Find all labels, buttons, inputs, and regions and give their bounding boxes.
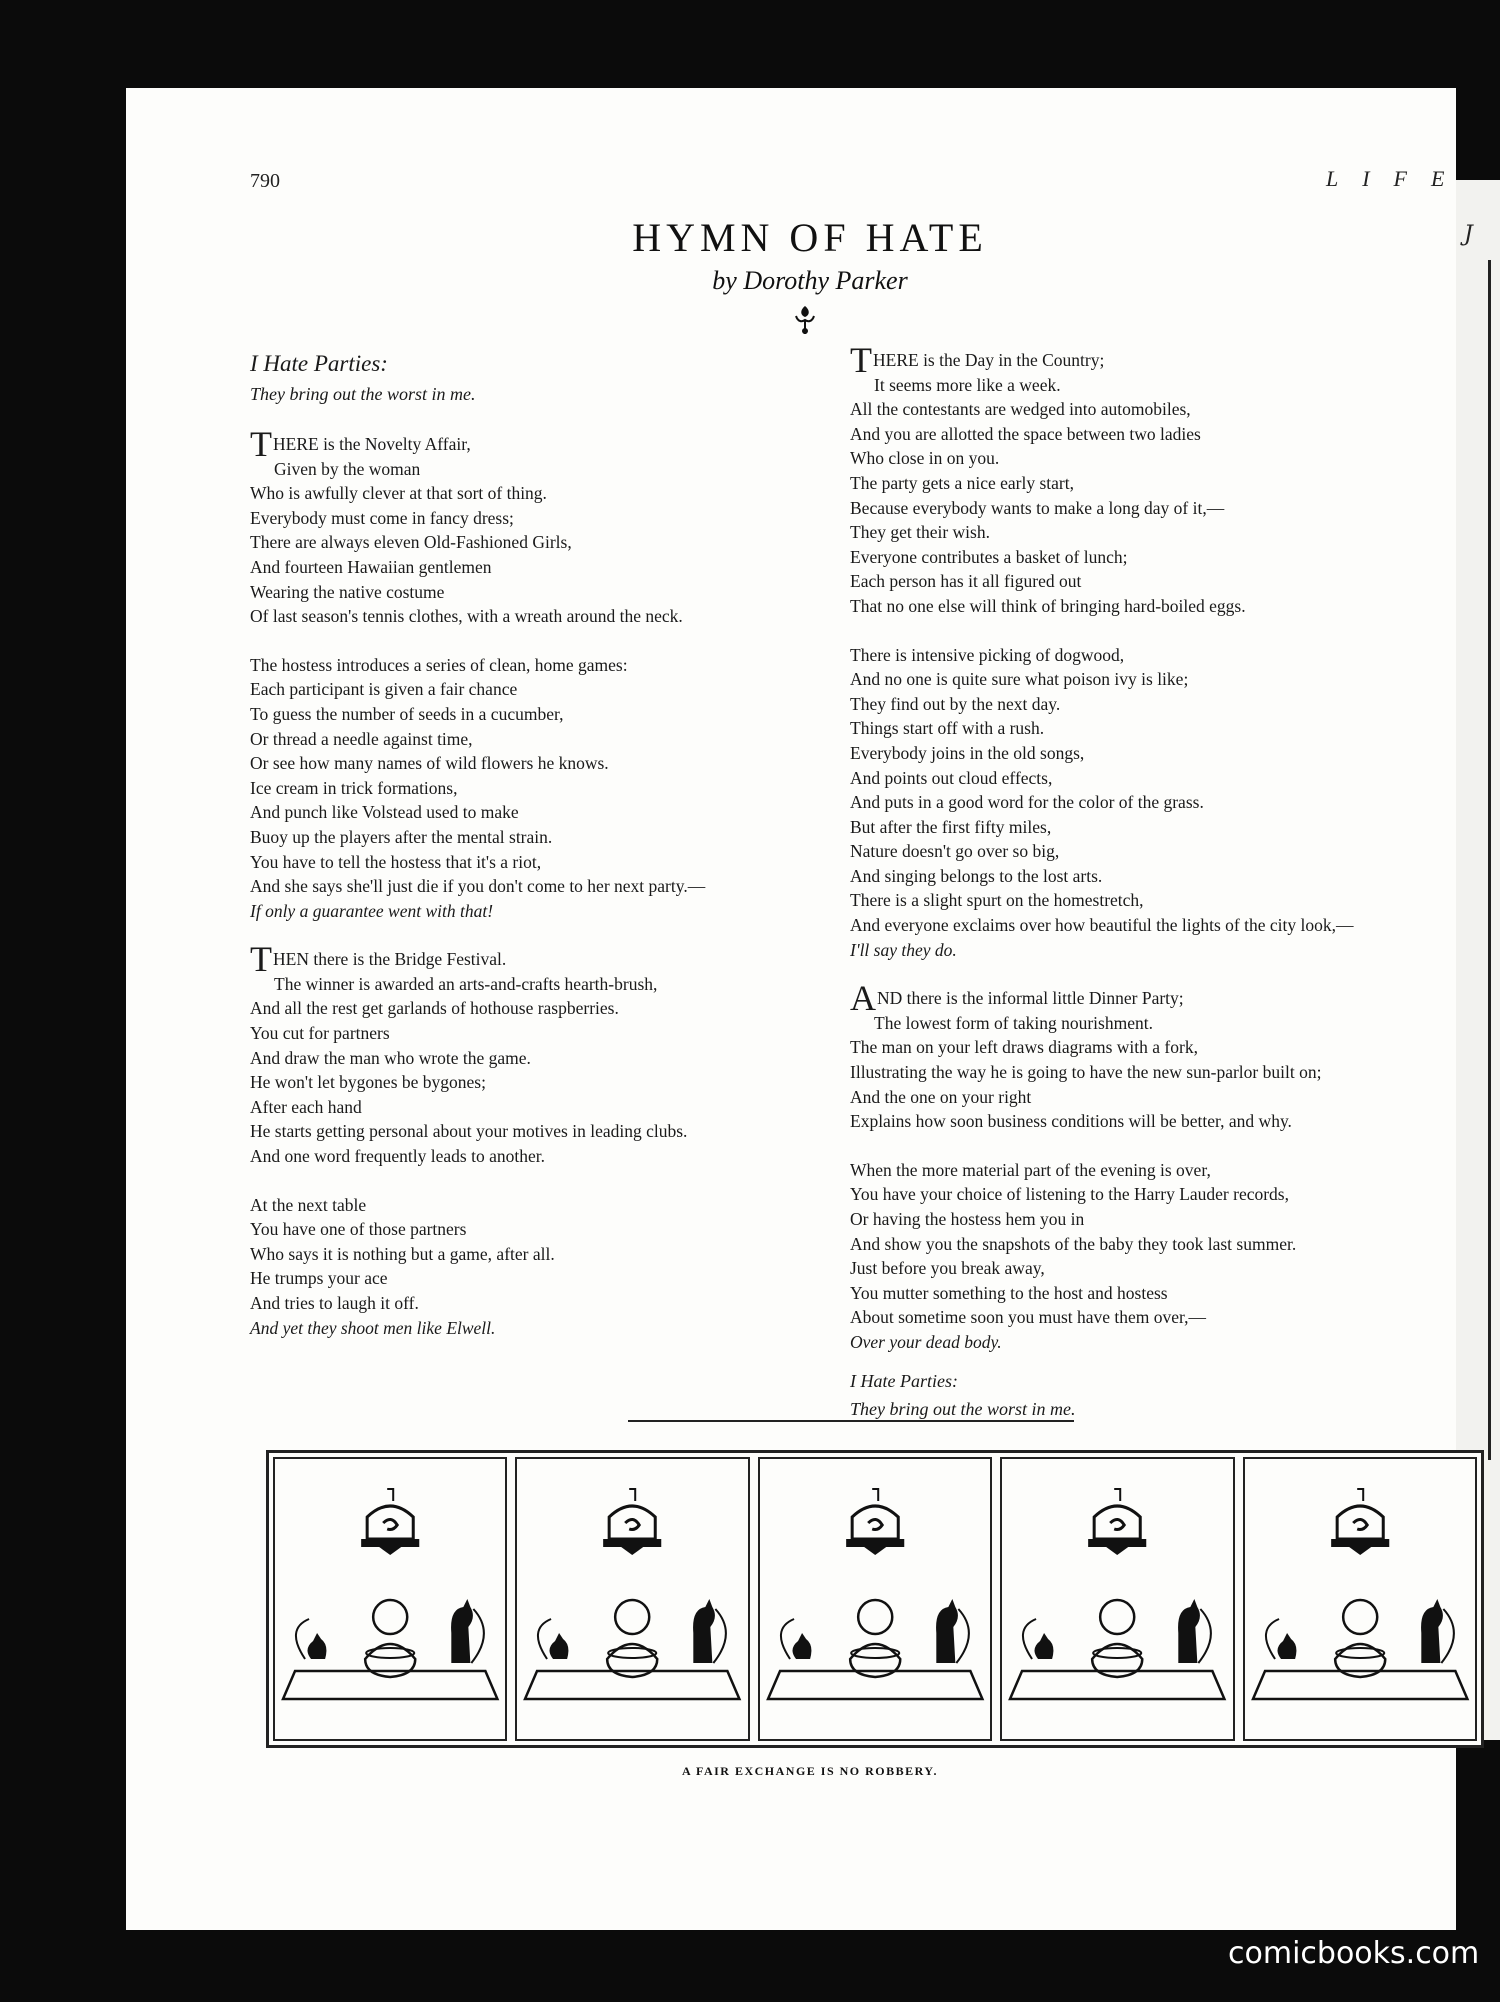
verse-line: And you are allotted the space between two ladies: [850, 423, 1201, 444]
verse-line: All the contestants are wedged into automobiles,: [850, 399, 1191, 420]
baby-and-cats-drawing: [275, 1459, 505, 1739]
verse-line: The lowest form of taking nourishment.: [874, 1012, 1153, 1033]
verse-line: It seems more like a week.: [874, 374, 1061, 395]
italic-aside: Over your dead body.: [850, 1331, 1002, 1352]
epigraph-subline: They bring out the worst in me.: [250, 384, 476, 404]
verse-line: And one word frequently leads to another.: [250, 1146, 545, 1167]
verse-line: Or having the hostess hem you in: [850, 1209, 1085, 1229]
verse-line: And all the rest get garlands of hothouse raspberries.: [250, 998, 619, 1019]
verse-line: Or see how many names of wild flowers he knows.: [250, 753, 609, 774]
verse-line: There are always eleven Old-Fashioned Girls,: [250, 532, 572, 553]
verse-line: You have one of those partners: [250, 1219, 467, 1240]
left-column: [250, 348, 820, 1340]
verse-line: That no one else will think of bringing hard-boiled eggs.: [850, 595, 1246, 616]
stanza: [850, 1158, 1450, 1355]
baby-and-cats-drawing: [760, 1459, 990, 1739]
cartoon-panel: [1000, 1457, 1234, 1741]
verse-line: And she says she'll just die if you don't come to her next party.—: [250, 876, 706, 897]
line-text: HEN there is the Bridge Festival.: [273, 949, 507, 970]
verse-line: And singing belongs to the lost arts.: [850, 865, 1103, 886]
stanza-first-line: [850, 978, 1450, 1019]
verse-line: And draw the man who wrote the game.: [250, 1047, 531, 1068]
verse-line: Explains how soon business conditions will be better, and why.: [850, 1111, 1292, 1132]
verse-line: Just before you break away,: [850, 1258, 1045, 1279]
verse-line: The man on your left draws diagrams with a fork,: [850, 1037, 1198, 1058]
cartoon-caption: A FAIR EXCHANGE IS NO ROBBERY.: [682, 1764, 938, 1778]
section-rule: [628, 1420, 1074, 1422]
verse-line: Each person has it all figured out: [850, 571, 1082, 592]
verse-line: You have to tell the hostess that it's a riot,: [250, 851, 542, 872]
verse-line: Ice cream in trick formations,: [250, 777, 458, 798]
verse-line: Each participant is given a fair chance: [250, 679, 518, 700]
baby-and-cats-drawing: [1002, 1459, 1232, 1739]
verse-line: Everyone contributes a basket of lunch;: [850, 546, 1128, 567]
verse-line: And everyone exclaims over how beautiful the lights of the city look,—: [850, 915, 1354, 936]
verse-line: After each hand: [250, 1096, 362, 1117]
verse-line: The hostess introduces a series of clean, home games:: [250, 654, 628, 675]
verse-line: Wearing the native costume: [250, 581, 445, 602]
cartoon-strip: [266, 1450, 1484, 1748]
epigraph-heading: I Hate Parties:: [250, 351, 388, 376]
verse-line: The party gets a nice early start,: [850, 472, 1074, 493]
verse-line: And show you the snapshots of the baby they took last summer.: [850, 1233, 1297, 1254]
stanza: [850, 643, 1450, 963]
verse-line: He won't let bygones be bygones;: [250, 1072, 486, 1093]
verse-line: Things start off with a rush.: [850, 718, 1045, 739]
cartoon-panel: [758, 1457, 992, 1741]
baby-and-cats-drawing: [1245, 1459, 1475, 1739]
line-text: HERE is the Novelty Affair,: [273, 434, 471, 454]
drop-cap: T: [250, 939, 272, 980]
italic-aside: I'll say they do.: [850, 939, 957, 960]
verse-line: About sometime soon you must have them over,—: [850, 1307, 1207, 1328]
closing-subline: They bring out the worst in me.: [850, 1398, 1076, 1419]
verse-line: Everybody must come in fancy dress;: [250, 507, 514, 528]
verse-line: They find out by the next day.: [850, 693, 1061, 714]
verse-line: And the one on your right: [850, 1086, 1032, 1107]
line-text: HERE is the Day in the Country;: [873, 350, 1105, 370]
verse-line: He starts getting personal about your motives in leading clubs.: [250, 1121, 688, 1142]
drop-cap: T: [850, 340, 872, 380]
stanza: [250, 939, 820, 1168]
poem-title: HYMN OF HATE: [632, 215, 988, 260]
verse-line: And points out cloud effects,: [850, 767, 1053, 788]
verse-line: You mutter something to the host and hostess: [850, 1282, 1168, 1303]
right-column: [850, 340, 1450, 1423]
stanza: [850, 978, 1450, 1134]
baby-and-cats-drawing: [517, 1459, 747, 1739]
cartoon-panel: [273, 1457, 507, 1741]
verse-line: You cut for partners: [250, 1023, 390, 1044]
stanza: [250, 424, 820, 629]
facing-page-rule: [1488, 260, 1491, 1460]
verse-line: Who is awfully clever at that sort of thing.: [250, 483, 547, 504]
fleuron-icon: [792, 304, 818, 336]
verse-line: Given by the woman: [274, 458, 421, 479]
verse-line: And puts in a good word for the color of the grass.: [850, 792, 1204, 813]
closing-heading: I Hate Parties:: [850, 1370, 958, 1391]
verse-line: Or thread a needle against time,: [250, 728, 473, 749]
verse-line: You have your choice of listening to the Harry Lauder records,: [850, 1184, 1289, 1205]
verse-line: Because everybody wants to make a long day of it,—: [850, 497, 1225, 518]
stanza-first-line: [250, 939, 820, 980]
verse-line: There is intensive picking of dogwood,: [850, 644, 1125, 665]
verse-line: And tries to laugh it off.: [250, 1293, 419, 1313]
verse-line: And fourteen Hawaiian gentlemen: [250, 556, 492, 577]
verse-line: Of last season's tennis clothes, with a wreath around the neck.: [250, 606, 683, 627]
verse-line: When the more material part of the evening is over,: [850, 1159, 1211, 1180]
stanza-first-line: [850, 340, 1450, 380]
verse-line: And punch like Volstead used to make: [250, 802, 519, 823]
verse-line: Illustrating the way he is going to have the new sun-parlor built on;: [850, 1062, 1322, 1083]
stanza: [850, 340, 1450, 619]
verse-line: Nature doesn't go over so big,: [850, 841, 1060, 862]
italic-aside: If only a guarantee went with that!: [250, 900, 494, 921]
drop-cap: T: [250, 424, 272, 464]
italic-aside: And yet they shoot men like Elwell.: [250, 1317, 496, 1338]
facing-page-mark: J: [1464, 222, 1473, 247]
running-head: LIFE: [1326, 166, 1469, 191]
verse-line: And no one is quite sure what poison ivy is like;: [850, 669, 1189, 690]
verse-line: Everybody joins in the old songs,: [850, 742, 1085, 763]
stanza: [250, 653, 820, 924]
verse-line: But after the first fifty miles,: [850, 816, 1052, 837]
verse-line: At the next table: [250, 1194, 367, 1215]
verse-line: Who says it is nothing but a game, after all.: [250, 1243, 555, 1264]
verse-line: Who close in on you.: [850, 448, 1000, 469]
page-number: 790: [250, 170, 280, 192]
site-watermark: comicbooks.com: [1228, 1936, 1480, 1971]
verse-line: The winner is awarded an arts-and-crafts hearth-brush,: [274, 973, 658, 994]
stanza: [250, 1193, 820, 1341]
byline: by Dorothy Parker: [712, 266, 908, 295]
verse-line: He trumps your ace: [250, 1268, 388, 1289]
verse-line: To guess the number of seeds in a cucumber,: [250, 703, 564, 724]
stanza-first-line: [250, 424, 820, 464]
line-text: ND there is the informal little Dinner Party;: [877, 988, 1184, 1009]
cartoon-panel: [515, 1457, 749, 1741]
verse-line: Buoy up the players after the mental strain.: [250, 826, 553, 847]
verse-line: They get their wish.: [850, 522, 990, 543]
drop-cap: A: [850, 978, 876, 1019]
cartoon-panel: [1243, 1457, 1477, 1741]
verse-line: There is a slight spurt on the homestretch,: [850, 890, 1144, 911]
